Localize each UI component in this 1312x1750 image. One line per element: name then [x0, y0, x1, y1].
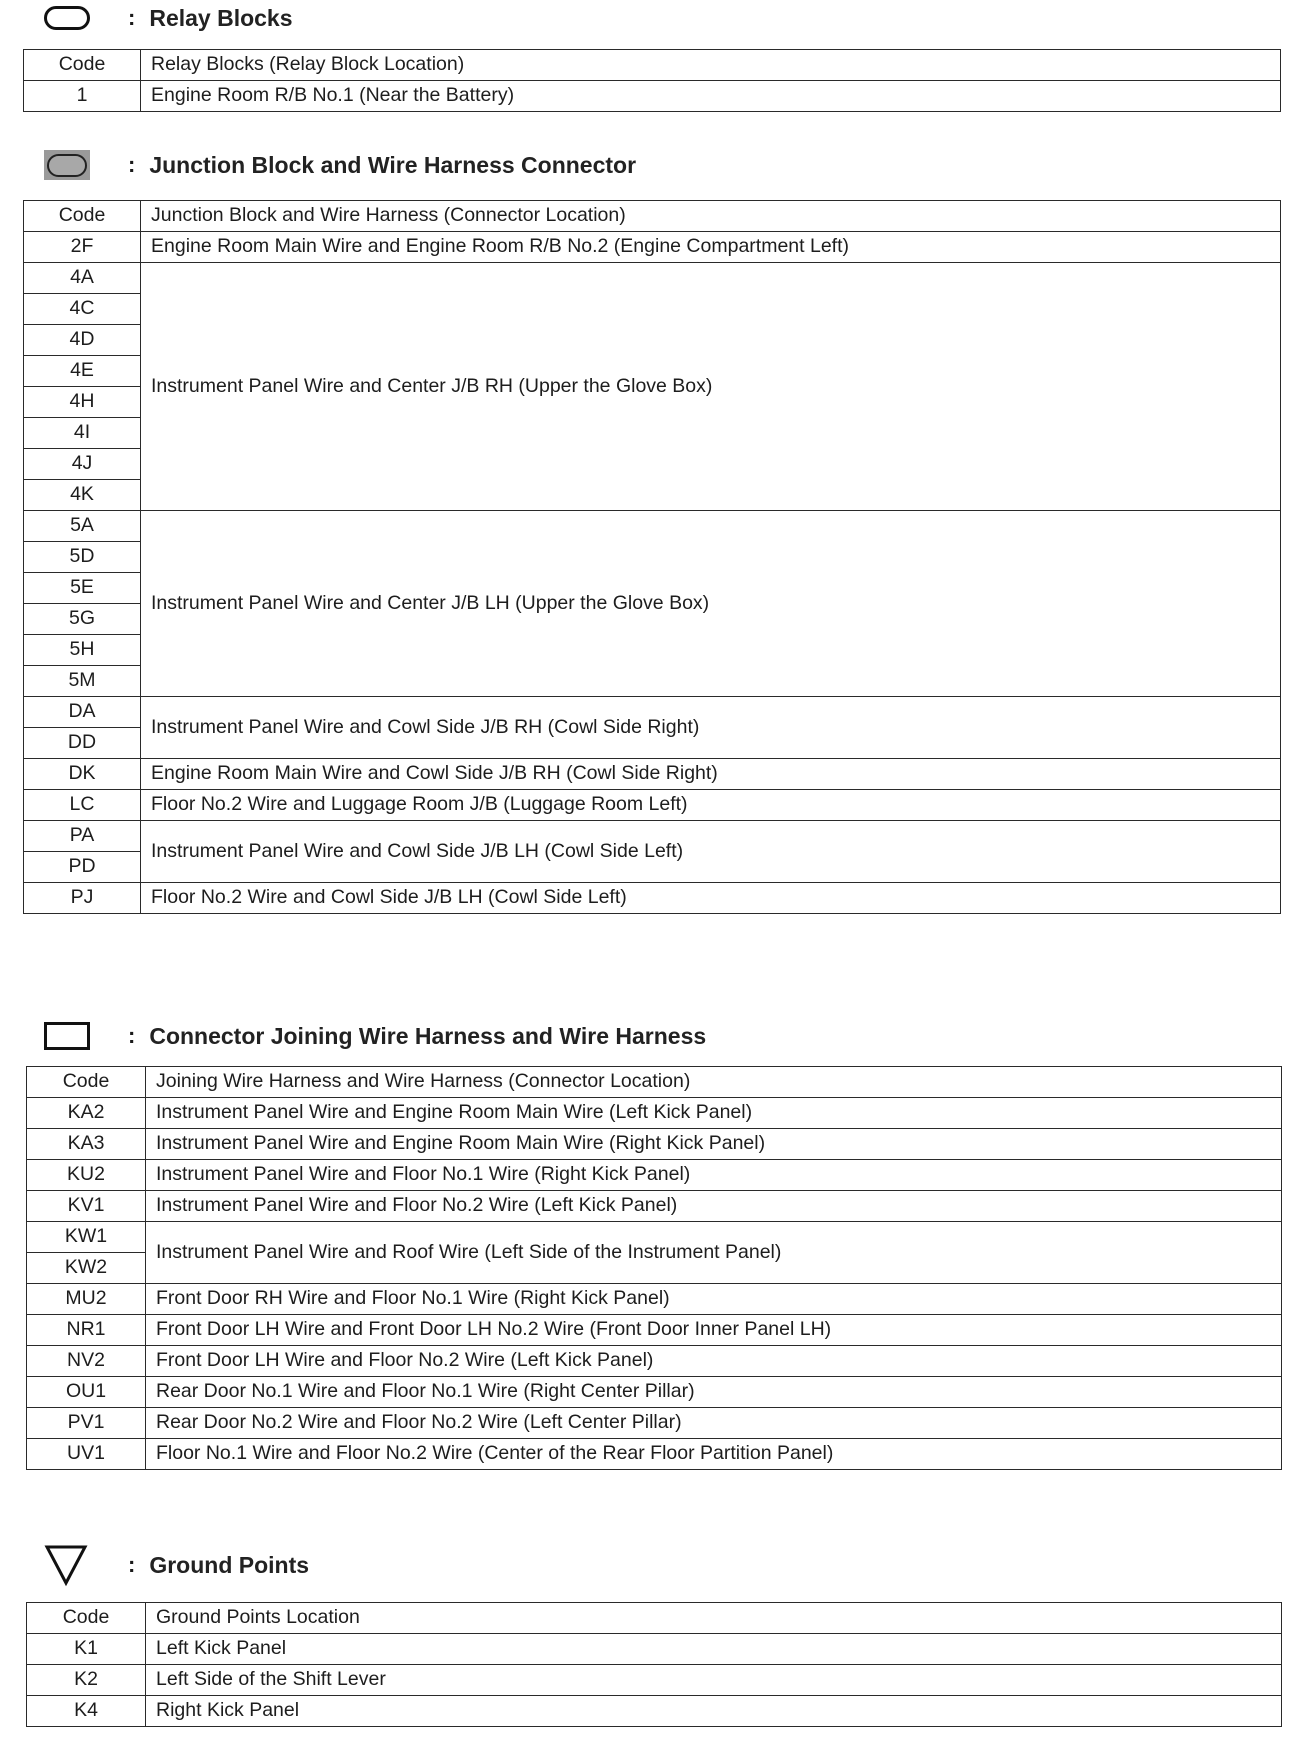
- location-cell: Instrument Panel Wire and Cowl Side J/B LH (Cowl Side Left): [141, 821, 1281, 883]
- rectangle-outline-icon: [44, 1019, 94, 1053]
- code-cell: PJ: [24, 883, 141, 914]
- location-cell: Left Kick Panel: [146, 1634, 1282, 1665]
- table-row: [27, 1665, 1282, 1696]
- table-row: [24, 697, 1281, 728]
- oval-outline-icon: [44, 1, 94, 35]
- code-cell: NR1: [27, 1315, 146, 1346]
- location-cell: Engine Room Main Wire and Engine Room R/B No.2 (Engine Compartment Left): [141, 232, 1281, 263]
- oval-shaded-icon: [44, 148, 94, 182]
- code-cell: DA: [24, 697, 141, 728]
- code-cell: KA3: [27, 1129, 146, 1160]
- table-header-row: [27, 1067, 1282, 1098]
- section-header-ground-points: [44, 1547, 309, 1583]
- table-row: [27, 1284, 1282, 1315]
- table-row: [27, 1346, 1282, 1377]
- code-column-header: Code: [24, 50, 141, 81]
- junction-block-table: [23, 200, 1281, 914]
- location-cell: Instrument Panel Wire and Center J/B RH (Upper the Glove Box): [141, 263, 1281, 511]
- table-header-row: [24, 201, 1281, 232]
- code-cell: LC: [24, 790, 141, 821]
- code-cell: KA2: [27, 1098, 146, 1129]
- code-cell: 4H: [24, 387, 141, 418]
- table-row: [27, 1191, 1282, 1222]
- table-row: [27, 1696, 1282, 1727]
- code-cell: 4I: [24, 418, 141, 449]
- location-cell: Front Door RH Wire and Floor No.1 Wire (Right Kick Panel): [146, 1284, 1282, 1315]
- code-cell: 4J: [24, 449, 141, 480]
- location-cell: Instrument Panel Wire and Engine Room Main Wire (Right Kick Panel): [146, 1129, 1282, 1160]
- code-cell: NV2: [27, 1346, 146, 1377]
- section-title: Junction Block and Wire Harness Connector: [149, 151, 637, 178]
- location-cell: Instrument Panel Wire and Roof Wire (Left Side of the Instrument Panel): [146, 1222, 1282, 1284]
- code-cell: MU2: [27, 1284, 146, 1315]
- code-cell: PD: [24, 852, 141, 883]
- code-column-header: Code: [27, 1067, 146, 1098]
- table-row: [24, 232, 1281, 263]
- section-header-junction-block: [44, 147, 636, 183]
- code-cell: 4D: [24, 325, 141, 356]
- section-colon: :: [128, 1552, 136, 1577]
- code-cell: 5D: [24, 542, 141, 573]
- table-row: [24, 759, 1281, 790]
- table-row: [24, 263, 1281, 294]
- code-cell: 2F: [24, 232, 141, 263]
- location-cell: Instrument Panel Wire and Center J/B LH (Upper the Glove Box): [141, 511, 1281, 697]
- code-cell: K4: [27, 1696, 146, 1727]
- location-column-header: Joining Wire Harness and Wire Harness (Connector Location): [146, 1067, 1282, 1098]
- location-cell: Floor No.1 Wire and Floor No.2 Wire (Center of the Rear Floor Partition Panel): [146, 1439, 1282, 1470]
- code-cell: 5H: [24, 635, 141, 666]
- code-cell: 5M: [24, 666, 141, 697]
- code-cell: DK: [24, 759, 141, 790]
- location-cell: Instrument Panel Wire and Floor No.1 Wire (Right Kick Panel): [146, 1160, 1282, 1191]
- location-cell: Floor No.2 Wire and Cowl Side J/B LH (Cowl Side Left): [141, 883, 1281, 914]
- location-cell: Right Kick Panel: [146, 1696, 1282, 1727]
- table-header-row: [24, 50, 1281, 81]
- location-cell: Rear Door No.1 Wire and Floor No.1 Wire (Right Center Pillar): [146, 1377, 1282, 1408]
- table-row: [24, 883, 1281, 914]
- table-header-row: [27, 1603, 1282, 1634]
- section-header-relay-blocks: [44, 0, 293, 36]
- location-column-header: Relay Blocks (Relay Block Location): [141, 50, 1281, 81]
- section-colon: :: [128, 1023, 136, 1048]
- table-row: [24, 81, 1281, 112]
- section-title: Ground Points: [149, 1551, 310, 1578]
- table-row: [24, 790, 1281, 821]
- table-row: [27, 1129, 1282, 1160]
- relay-blocks-table: [23, 49, 1281, 112]
- table-row: [24, 821, 1281, 852]
- location-cell: Left Side of the Shift Lever: [146, 1665, 1282, 1696]
- table-row: [27, 1098, 1282, 1129]
- code-cell: UV1: [27, 1439, 146, 1470]
- location-cell: Front Door LH Wire and Front Door LH No.2 Wire (Front Door Inner Panel LH): [146, 1315, 1282, 1346]
- location-cell: Rear Door No.2 Wire and Floor No.2 Wire (Left Center Pillar): [146, 1408, 1282, 1439]
- location-column-header: Junction Block and Wire Harness (Connector Location): [141, 201, 1281, 232]
- code-cell: 4C: [24, 294, 141, 325]
- code-cell: 5A: [24, 511, 141, 542]
- location-cell: Engine Room Main Wire and Cowl Side J/B RH (Cowl Side Right): [141, 759, 1281, 790]
- triangle-down-outline-icon: [44, 1548, 94, 1582]
- location-cell: Engine Room R/B No.1 (Near the Battery): [141, 81, 1281, 112]
- table-row: [27, 1377, 1282, 1408]
- section-header-connector-joining: [44, 1018, 706, 1054]
- location-cell: Floor No.2 Wire and Luggage Room J/B (Luggage Room Left): [141, 790, 1281, 821]
- table-row: [27, 1315, 1282, 1346]
- table-row: [27, 1439, 1282, 1470]
- table-row: [24, 511, 1281, 542]
- code-cell: 5G: [24, 604, 141, 635]
- location-column-header: Ground Points Location: [146, 1603, 1282, 1634]
- connector-joining-table: [26, 1066, 1282, 1470]
- table-row: [27, 1408, 1282, 1439]
- code-cell: KU2: [27, 1160, 146, 1191]
- code-cell: OU1: [27, 1377, 146, 1408]
- ground-points-table: [26, 1602, 1282, 1727]
- code-cell: KW2: [27, 1253, 146, 1284]
- location-cell: Front Door LH Wire and Floor No.2 Wire (Left Kick Panel): [146, 1346, 1282, 1377]
- location-cell: Instrument Panel Wire and Floor No.2 Wire (Left Kick Panel): [146, 1191, 1282, 1222]
- code-cell: 5E: [24, 573, 141, 604]
- table-row: [27, 1160, 1282, 1191]
- table-row: [27, 1222, 1282, 1253]
- code-cell: 4K: [24, 480, 141, 511]
- code-cell: KV1: [27, 1191, 146, 1222]
- location-cell: Instrument Panel Wire and Cowl Side J/B RH (Cowl Side Right): [141, 697, 1281, 759]
- code-cell: PA: [24, 821, 141, 852]
- section-title: Relay Blocks: [149, 4, 293, 31]
- section-title: Connector Joining Wire Harness and Wire Harness: [149, 1022, 707, 1049]
- code-cell: 4E: [24, 356, 141, 387]
- code-column-header: Code: [27, 1603, 146, 1634]
- code-column-header: Code: [24, 201, 141, 232]
- section-colon: :: [128, 5, 136, 30]
- code-cell: DD: [24, 728, 141, 759]
- code-cell: KW1: [27, 1222, 146, 1253]
- code-cell: 1: [24, 81, 141, 112]
- table-row: [27, 1634, 1282, 1665]
- code-cell: K2: [27, 1665, 146, 1696]
- code-cell: K1: [27, 1634, 146, 1665]
- location-cell: Instrument Panel Wire and Engine Room Main Wire (Left Kick Panel): [146, 1098, 1282, 1129]
- code-cell: 4A: [24, 263, 141, 294]
- code-cell: PV1: [27, 1408, 146, 1439]
- section-colon: :: [128, 152, 136, 177]
